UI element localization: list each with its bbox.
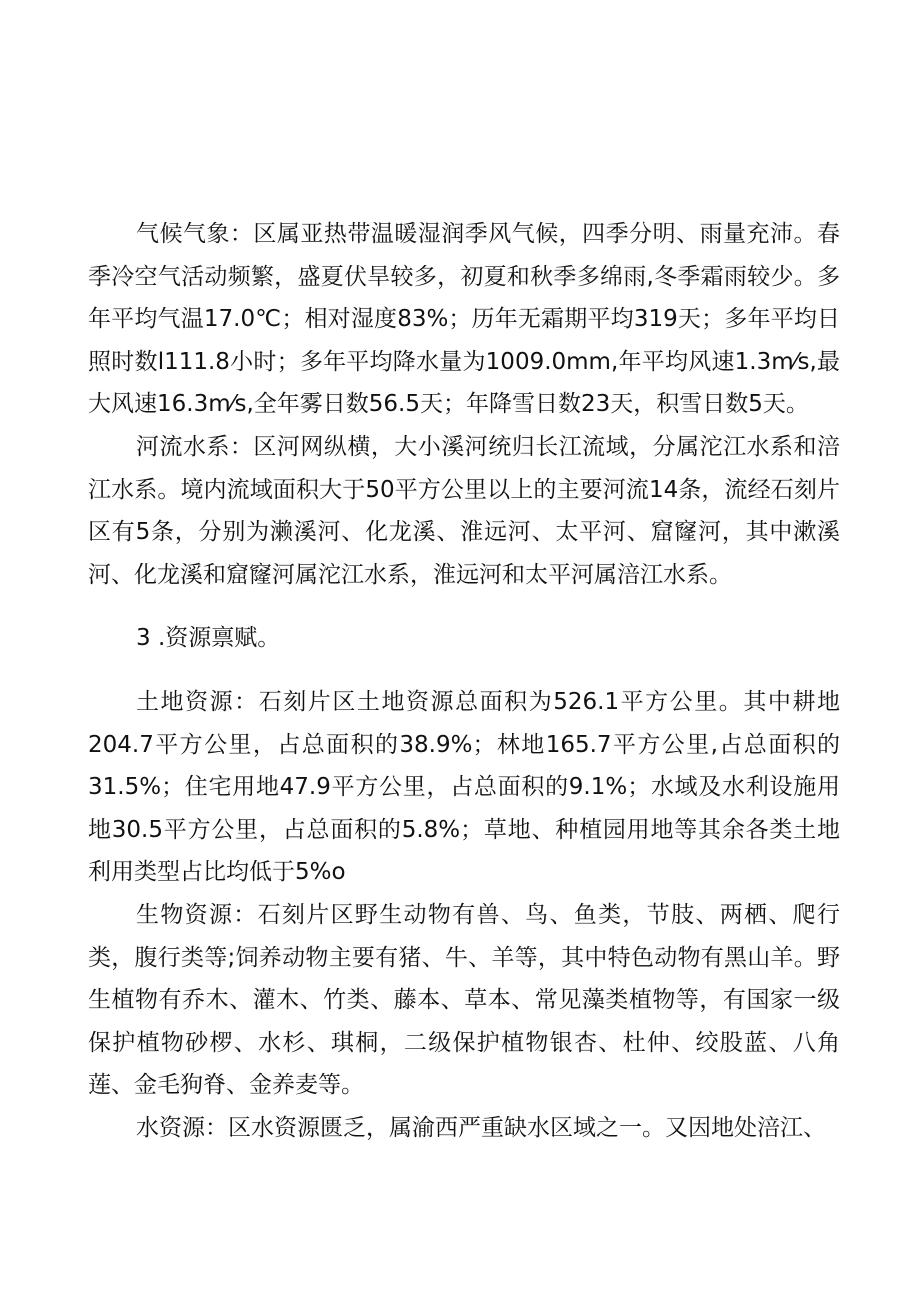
paragraph-land: 土地资源：石刻片区土地资源总面积为526.1平方公里。其中耕地204.7平方公里，占总面积的38.9%；林地165.7平方公里,占总面积的31.5%；住宅用地47.9平方公里，占总面积的9.1%；水域及水利设施用地30.5平方公里，占总面积的5.8%；草地、种植园用地等其余各类土地利用类型占比均低于5%o	[88, 688, 840, 886]
paragraph-spacer	[88, 596, 840, 617]
document-body	[88, 213, 840, 1149]
paragraph-water: 水资源：区水资源匮乏，属渝西严重缺水区域之一。又因地处涪江、	[136, 1114, 826, 1141]
paragraph-climate: 气候气象：区属亚热带温暖湿润季风气候，四季分明、雨量充沛。春季冷空气活动频繁，盛夏伏旱较多，初夏和秋季多绵雨,冬季霜雨较少。多年平均气温17.0℃；相对湿度83%；历年无霜期平均319天；多年平均日照时数l111.8小时；多年平均降水量为1009.0mm,年平均风速1.3m⁄s,最大风速16.3m⁄s,全年雾日数56.5天；年降雪日数23天，积雪日数5天。	[88, 221, 840, 418]
paragraph-biology: 生物资源：石刻片区野生动物有兽、鸟、鱼类，节肢、两栖、爬行类，腹行类等;饲养动物主要有猪、牛、羊等，其中特色动物有黑山羊。野生植物有乔木、灌木、竹类、藤本、草本、常见藻类植物等，有国家一级保护植物砂椤、水杉、琪桐，二级保护植物银杏、杜仲、绞股蓝、八角莲、金毛狗脊、金养麦等。	[88, 901, 840, 1099]
paragraph-spacer	[88, 660, 840, 681]
section-heading-resources: 3 .资源禀赋。	[136, 625, 281, 652]
paragraph-rivers: 河流水系：区河网纵横，大小溪河统归长江流域，分属沱江水系和涪江水系。境内流域面积大于50平方公里以上的主要河流14条，流经石刻片区有5条，分别为濑溪河、化龙溪、淮远河、太平河、窟窿河，其中漱溪河、化龙溪和窟窿河属沱江水系，淮远河和太平河属涪江水系。	[88, 433, 840, 588]
